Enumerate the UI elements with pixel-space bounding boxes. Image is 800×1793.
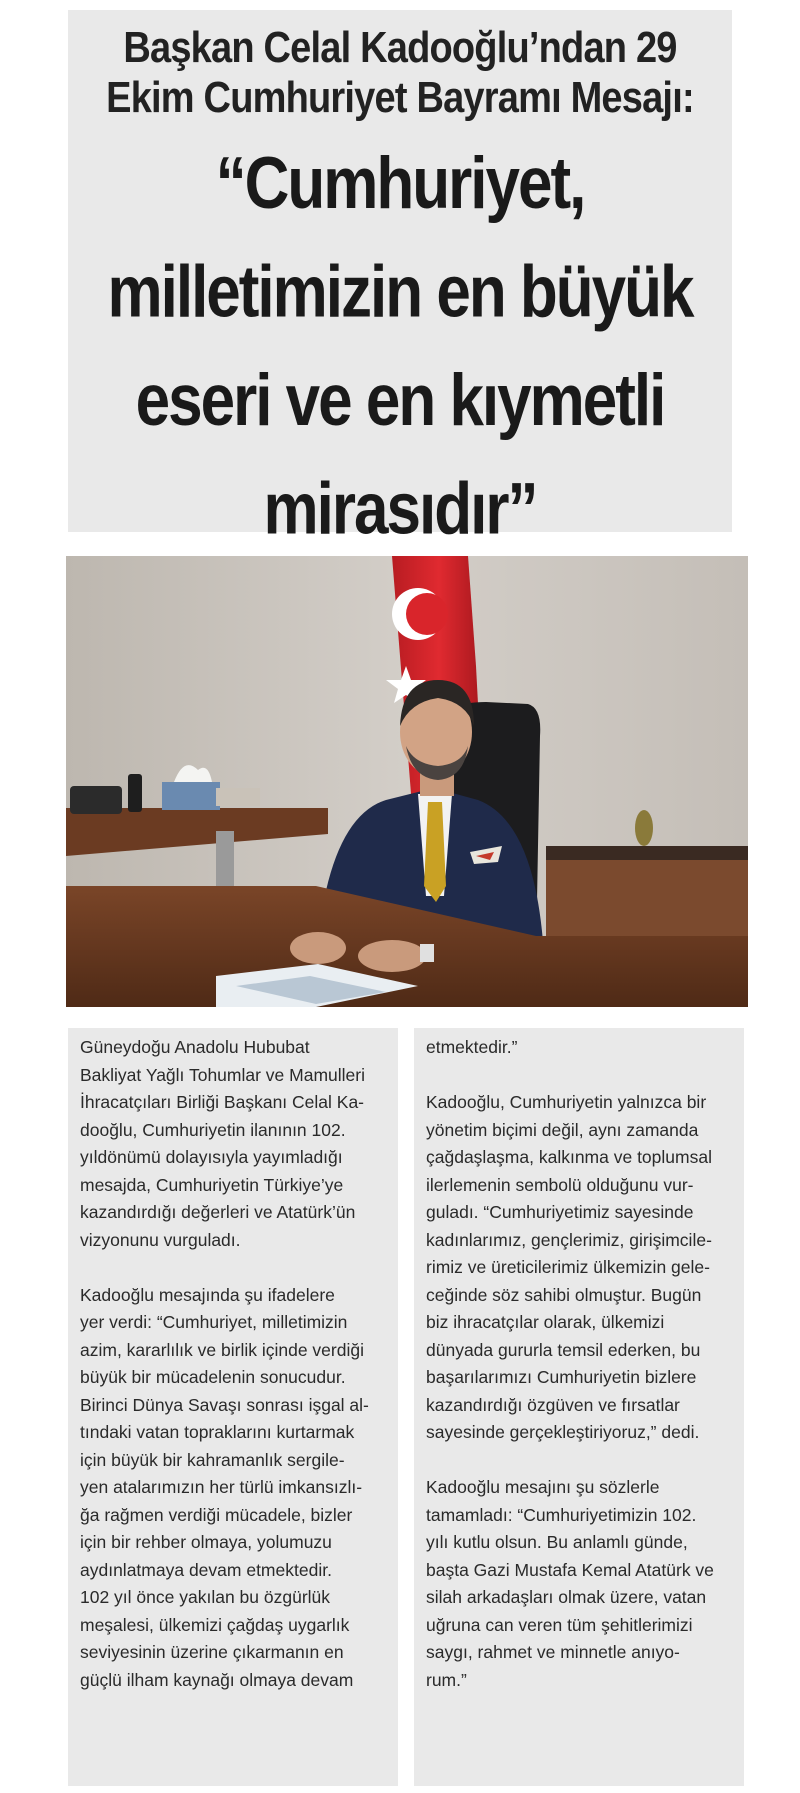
- tie: [424, 802, 446, 902]
- watch: [420, 944, 434, 962]
- headline-title-line-1: “Cumhuriyet,: [215, 142, 585, 225]
- headline-box: [68, 10, 732, 551]
- article-paragraph: Kadooğlu mesajını şu sözlerle tamamladı: “Cumhuriyetimizin 102. yılı kutlu olsun. Bu anlamlı günde, başta Gazi Mustafa Kemal Atatürk ve silah arkadaşları olmak üzere, vatan uğruna can veren tüm şehitlerimizi saygı, rahmet ve minnetle anıyo- rum.”: [426, 1477, 714, 1690]
- phone-icon: [70, 786, 122, 814]
- article-paragraph: Kadooğlu mesajında şu ifadelere yer verdi: “Cumhuriyet, milletimizin azim, kararlılık ve birlik içinde verdiği büyük bir mücadelenin sonucudur. Birinci Dünya Savaşı sonrası işgal al- tındaki vatan topraklarını kurtarmak için büyük bir kahramanlık sergile- yen atalarımızın her türlü imkansızlı- ğa rağmen verdiği mücadele, bizler için bir rehber olmaya, yolumuzu aydınlatmaya devam etmektedir. 102 yıl önce yakılan bu özgürlük meşalesi, ülkemizi çağdaş uygarlık seviyesinin üzerine çıkarmanın en güçlü ilham kaynağı olmaya devam: [80, 1284, 369, 1690]
- article-photo: [66, 556, 748, 1007]
- figurine: [635, 810, 653, 846]
- article-paragraph: Güneydoğu Anadolu Hububat Bakliyat Yağlı Tohumlar ve Mamulleri İhracatçıları Birliği Başkanı Celal Ka- dooğlu, Cumhuriyetin ilanının 102. yıldönümü dolayısıyla yayımladığı mesajda, Cumhuriyetin Türkiye’ye kazandırdığı değerleri ve Atatürk’ün vizyonunu vurguladı.: [80, 1037, 365, 1250]
- headline-title-line-2: milletimizin en büyük: [107, 251, 693, 333]
- article-column-right: [414, 1028, 744, 1786]
- article-paragraph: Kadooğlu, Cumhuriyetin yalnızca bir yönetim biçimi değil, aynı zamanda çağdaşlaşma, kalkınma ve toplumsal ilerlemenin sembolü olduğunu vur- guladı. “Cumhuriyetimiz sayesinde kadınlarımız, gençlerimiz, girişimcile- rimiz ve üreticilerimiz ülkemizin gele- ceğinde söz sahibi olmuştur. Bugün biz ihracatçılar olarak, ülkemizi dünyada gururla temsil ederken, bu başarılarımızı Cumhuriyetin bizlere kazandırdığı özgüven ve fırsatlar sayesinde gerçekleştiriyoruz,” dedi.: [426, 1092, 712, 1442]
- photo-illustration: [66, 556, 748, 1007]
- tissue-box: [162, 782, 220, 810]
- article-column-left: [68, 1028, 398, 1786]
- headline-title-line-3: eseri ve en kıymetli: [135, 360, 665, 442]
- article-paragraph: etmektedir.”: [426, 1037, 518, 1057]
- headline-title: [68, 130, 732, 564]
- headline-kicker-line-2: Ekim Cumhuriyet Bayramı Mesajı:: [106, 73, 694, 123]
- headline-kicker-line-1: Başkan Celal Kadooğlu’ndan 29: [123, 23, 677, 73]
- headline-title-line-4: mirasıdır”: [263, 468, 537, 551]
